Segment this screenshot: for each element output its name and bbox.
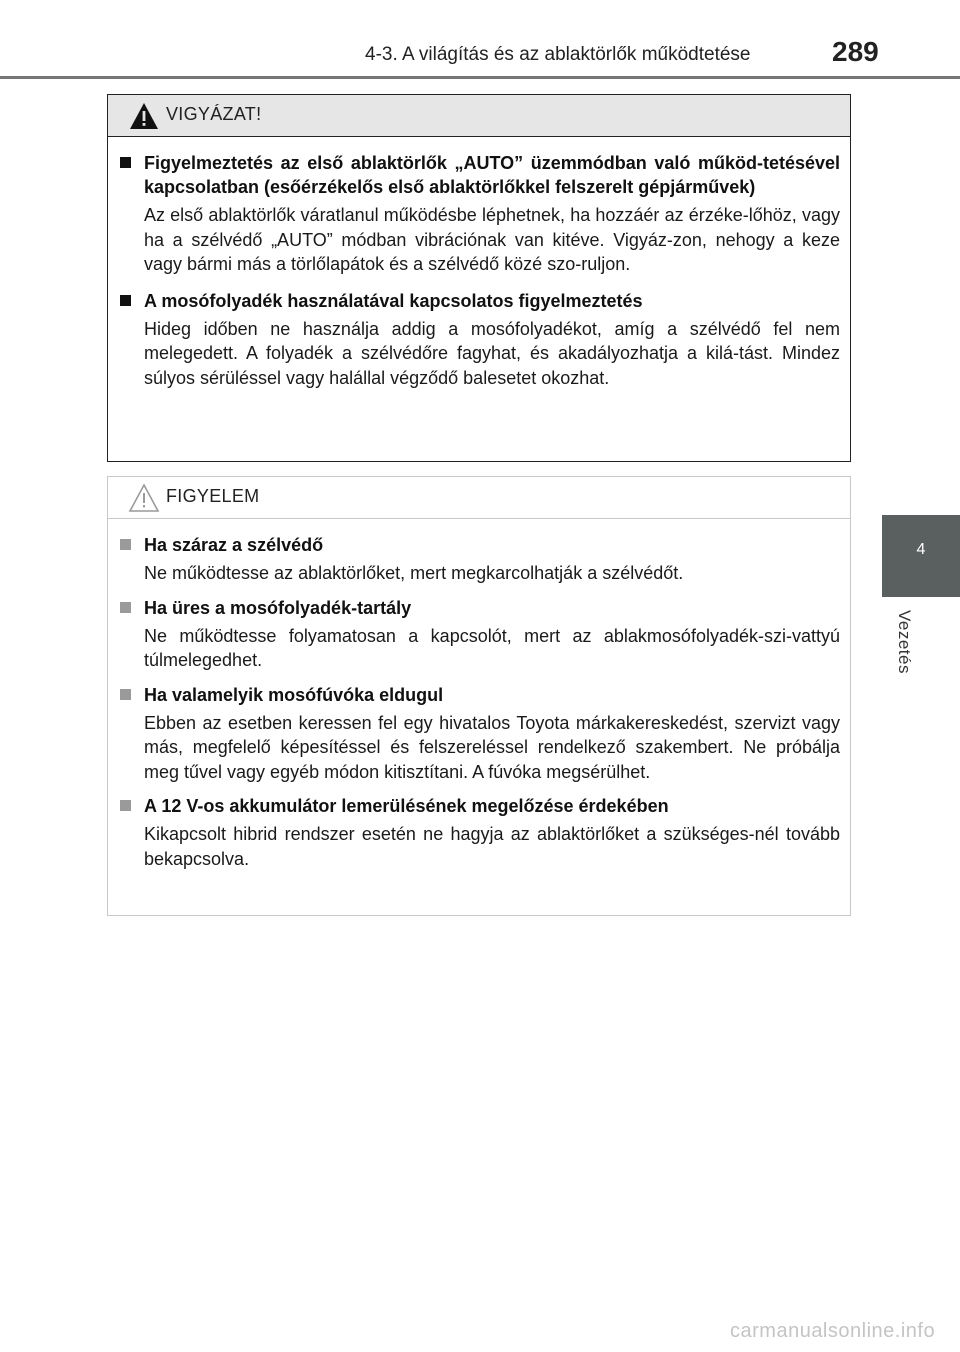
bullet-square-icon <box>120 602 131 613</box>
chapter-label-text: Vezetés <box>895 610 914 674</box>
notice-section <box>120 794 840 871</box>
warning-section <box>120 151 840 277</box>
notice-section <box>120 596 840 673</box>
warning-section <box>120 289 840 391</box>
warning-section-heading <box>120 289 840 313</box>
warning-section-heading <box>120 151 840 199</box>
warning-box-body <box>108 137 850 390</box>
notice-section-text: Kikapcsolt hibrid rendszer esetén ne hagyja az ablaktörlőket a szükséges-nél tovább bekapcsolva. <box>144 824 840 869</box>
notice-section-text: Ebben az esetben keressen fel egy hivatalos Toyota márkakereskedést, szervizt vagy más, megfelelő képesítéssel és felszereléssel rendelkező szakembert. Ne próbálja meg tűvel vagy egyéb módon kitisztítani. A fúvóka megsérülhet. <box>144 712 840 782</box>
warning-triangle-icon <box>128 101 160 131</box>
chapter-tab[interactable] <box>882 515 960 597</box>
chapter-label <box>880 610 940 686</box>
warning-section-text: Az első ablaktörlők váratlanul működésbe léphetnek, ha hozzáér az érzéke-lőhöz, vagy ha a szélvédő „AUTO” módban vibrációnak van kitéve. Vigyáz-zon, nehogy a keze vagy bármi más a törlőlapátok és a szélvédő közé szo-ruljon. <box>144 205 840 274</box>
bullet-square-icon <box>120 800 131 811</box>
page-number: 289 <box>832 36 879 67</box>
notice-section-heading <box>120 794 840 818</box>
notice-box <box>107 476 851 916</box>
bullet-square-icon <box>120 295 131 306</box>
notice-section-title: Ha valamelyik mosófúvóka eldugul <box>144 684 444 705</box>
notice-box-title: FIGYELEM <box>166 486 260 506</box>
bullet-square-icon <box>120 689 131 700</box>
warning-section-title: A mosófolyadék használatával kapcsolatos figyelmeztetés <box>144 290 643 311</box>
warning-section-text: Hideg időben ne használja addig a mosófolyadékot, amíg a szélvédő fel nem melegedett. A folyadék a szélvédőre fagyhat, és akadályozhatja a kilá-tást. Mindez súlyos sérüléssel vagy halállal végződő balesetet okozhat. <box>144 318 840 388</box>
notice-section <box>120 533 840 586</box>
notice-section-title: A 12 V-os akkumulátor lemerülésének megelőzése érdekében <box>144 796 669 816</box>
bullet-square-icon <box>120 539 131 550</box>
watermark: carmanualsonline.info <box>730 1320 936 1342</box>
notice-section-text: Ne működtesse folyamatosan a kapcsolót, mert az ablakmosófolyadék-szi-vattyú túlmelegedhet. <box>144 625 840 670</box>
notice-section-title: Ha üres a mosófolyadék-tartály <box>144 597 412 618</box>
caution-triangle-icon <box>128 483 160 513</box>
notice-box-body <box>108 519 850 871</box>
notice-box-header <box>108 477 850 519</box>
notice-section-title: Ha száraz a szélvédő <box>144 535 324 555</box>
warning-box-title: VIGYÁZAT! <box>166 104 262 124</box>
header-rule <box>0 76 960 79</box>
bullet-square-icon <box>120 157 131 168</box>
warning-box <box>107 94 851 462</box>
warning-box-header <box>108 95 850 137</box>
chapter-number: 4 <box>916 541 926 558</box>
header-title: 4-3. A világítás és az ablaktörlők működtetése <box>365 44 751 65</box>
notice-section-text: Ne működtesse az ablaktörlőket, mert megkarcolhatják a szélvédőt. <box>144 563 684 583</box>
notice-section-heading <box>120 683 840 707</box>
warning-section-title: Figyelmeztetés az első ablaktörlők „AUTO” üzemmódban való működ-tetésével kapcsolatban (esőérzékelős első ablaktörlőkkel felszerelt gépjárművek) <box>144 153 840 197</box>
notice-section <box>120 683 840 785</box>
notice-section-heading <box>120 533 840 557</box>
notice-section-heading <box>120 596 840 620</box>
